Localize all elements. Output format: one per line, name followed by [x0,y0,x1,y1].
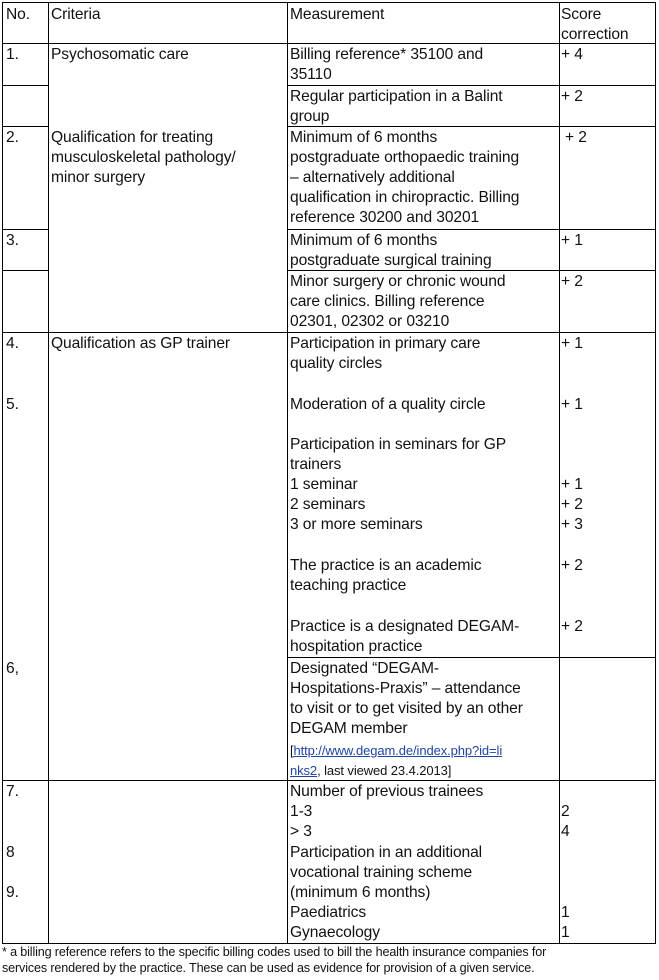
row-number: 2. [6,129,19,146]
col-divider-no [48,3,49,943]
measurement-text: teaching practice [290,577,407,594]
criteria-text: musculoskeletal pathology/ [51,149,236,166]
criteria-text: Psychosomatic care [51,46,189,63]
measurement-option: 2 seminars [290,496,366,513]
reference-line [290,761,451,781]
row-number: 8 [6,844,15,861]
measurement-text: to visit or to get visited by an other [290,700,523,717]
measurement-text: 35110 [290,66,332,83]
row-number: 4. [6,335,19,352]
measurement-text: postgraduate surgical training [290,252,492,269]
score-value: 1 [561,904,570,921]
header-score: correction [561,26,629,43]
measurement-option: Gynaecology [290,924,380,941]
measurement-option: Paediatrics [290,904,367,921]
criteria-table [2,2,656,944]
measurement-text: vocational training scheme [290,864,473,881]
score-value: + 3 [561,516,583,533]
footnote [2,945,546,976]
score-value: + 1 [561,335,583,352]
measurement-text: Participation in primary care [290,335,481,352]
row-number: 7. [6,783,19,800]
degam-link-continued[interactable]: nks2 [290,763,318,778]
row-divider [287,85,655,86]
row-divider [3,43,655,44]
measurement-text: The practice is an academic [290,557,482,574]
measurement-text: qualification in chiropractic. Billing [290,189,520,206]
measurement-text: Hospitations-Praxis” – attendance [290,680,521,697]
measurement-option: 1 seminar [290,476,358,493]
measurement-text: Designated “DEGAM- [290,660,439,677]
score-value: 2 [561,803,570,820]
criteria-text: Qualification as GP trainer [51,335,231,352]
degam-link[interactable]: http://www.degam.de/index.php?id=li [293,743,503,758]
row-number: 3. [6,232,19,249]
measurement-text: Participation in an additional [290,844,483,861]
measurement-text: Minimum of 6 months [290,232,438,249]
row-number: 9. [6,884,19,901]
last-viewed-text: , last viewed 23.4.2013] [317,763,452,778]
row-number: 6, [6,660,19,677]
score-value: + 2 [561,618,583,635]
header-measurement: Measurement [290,6,385,23]
measurement-option: 3 or more seminars [290,516,423,533]
score-value: + 1 [561,396,583,413]
row-divider [3,270,48,271]
score-value: + 2 [561,273,583,290]
score-value: + 4 [561,46,583,63]
score-value: + 1 [561,476,583,493]
measurement-text: 02301, 02302 or 03210 [290,313,450,330]
measurement-text: reference 30200 and 30201 [290,209,480,226]
measurement-text: Number of previous trainees [290,783,484,800]
row-divider [3,85,48,86]
row-number: 5. [6,396,19,413]
score-value: + 2 [561,88,583,105]
measurement-text: quality circles [290,355,383,372]
footnote-line: services rendered by the practice. These can be used as evidence for provision of a given service. [2,960,535,975]
measurement-text: Minor surgery or chronic wound [290,273,506,290]
row-divider [3,126,48,127]
score-value: 4 [561,823,570,840]
measurement-text: Moderation of a quality circle [290,396,486,413]
row-divider [287,126,655,127]
col-divider-measurement [559,3,560,943]
measurement-text: Billing reference* 35100 and [290,46,484,63]
bracket: [ [290,743,294,758]
measurement-text: – alternatively additional [290,169,455,186]
score-value: + 2 [561,496,583,513]
row-divider [287,229,655,230]
measurement-option: > 3 [290,823,312,840]
measurement-text: trainers [290,456,342,473]
measurement-text: (minimum 6 months) [290,884,431,901]
criteria-text: minor surgery [51,169,146,186]
score-value: + 2 [561,557,583,574]
row-number: 1. [6,46,19,63]
measurement-text: care clinics. Billing reference [290,293,485,310]
score-value: + 1 [561,232,583,249]
measurement-text: postgraduate orthopaedic training [290,149,520,166]
header-score: Score [561,6,602,23]
header-no: No. [6,6,30,23]
score-value: + 2 [565,129,587,146]
measurement-text: DEGAM member [290,720,408,737]
measurement-text: Participation in seminars for GP [290,436,507,453]
col-divider-criteria [287,3,288,943]
header-criteria: Criteria [51,6,101,23]
row-divider [3,229,48,230]
footnote-line: * a billing reference refers to the specific billing codes used to bill the health insurance companies for [2,945,547,959]
measurement-text: Regular participation in a Balint [290,88,503,105]
criteria-text: Qualification for treating [51,129,214,146]
measurement-option: 1-3 [290,803,313,820]
reference-line [290,741,502,761]
score-value: 1 [561,924,570,941]
measurement-text: Minimum of 6 months [290,129,438,146]
measurement-text: Practice is a designated DEGAM- [290,618,520,635]
measurement-text: hospitation practice [290,638,423,655]
measurement-text: group [290,108,330,125]
